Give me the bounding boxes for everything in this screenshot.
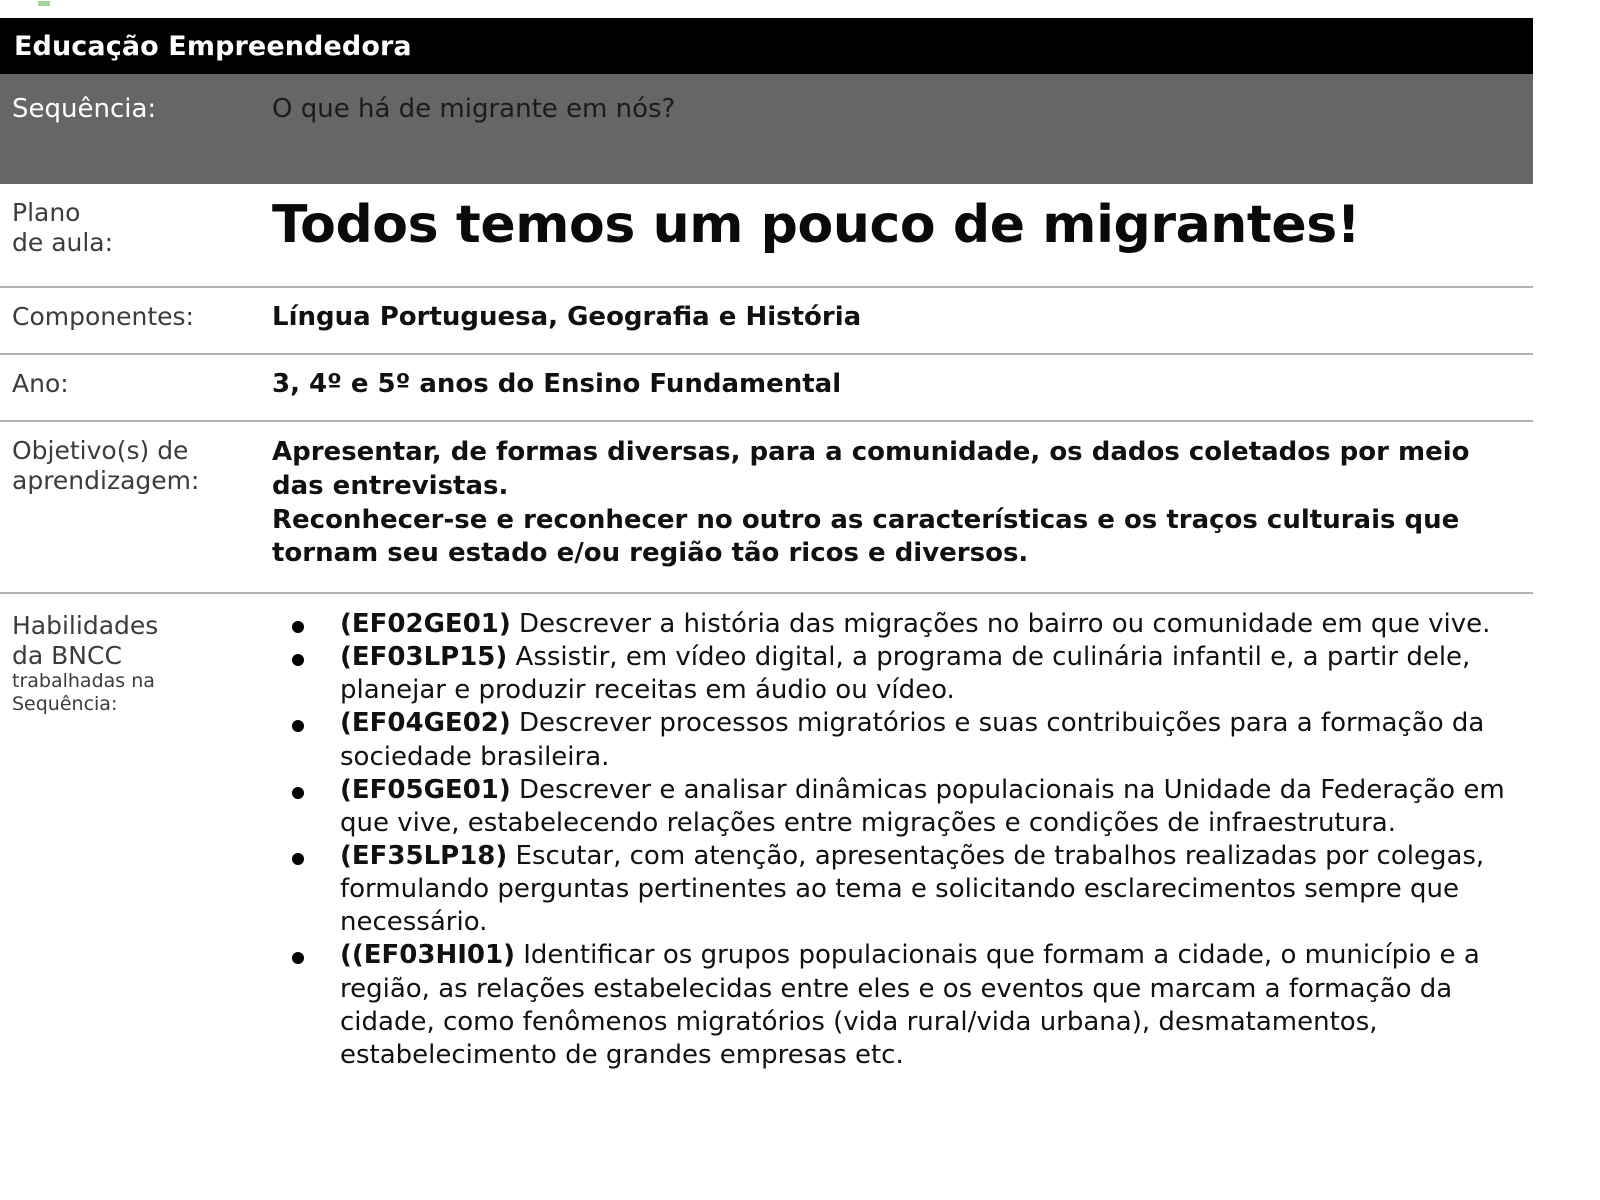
- row-ano: [0, 355, 1533, 422]
- row-objetivos-de-aprendizagem: [0, 422, 1533, 594]
- row-plano-de-aula: [0, 184, 1533, 288]
- sequence-band: [0, 74, 1533, 184]
- habilidades-label-sub2: Sequência:: [12, 692, 118, 715]
- bncc-list-item: [292, 707, 1517, 773]
- plano-value: [272, 195, 1533, 255]
- bncc-description: Descrever a história das migrações no bairro ou comunidade em que vive.: [510, 609, 1491, 639]
- bncc-code: (EF35LP18): [340, 840, 508, 871]
- bncc-code: (EF04GE02): [340, 708, 511, 739]
- habilidades-label-sub1: trabalhadas na: [12, 670, 155, 692]
- bncc-code: (EF03LP15): [340, 642, 508, 673]
- habilidades-label-line1: Habilidades: [12, 611, 159, 640]
- row-habilidades-bncc: [0, 594, 1533, 1072]
- bncc-code: ((EF03HI01): [340, 940, 515, 971]
- habilidades-label: [0, 608, 272, 716]
- plano-label-line2: de aula:: [12, 227, 114, 257]
- document-body: [0, 18, 1533, 1072]
- ano-value: 3, 4º e 5º anos do Ensino Fundamental: [272, 369, 842, 399]
- ano-label: Ano:: [12, 369, 69, 398]
- objetivos-value: [272, 436, 1533, 571]
- plano-label-line1: Plano: [12, 198, 81, 227]
- bncc-list-item: [292, 774, 1517, 840]
- habilidades-value: [272, 608, 1533, 1072]
- bncc-code: (EF05GE01): [340, 774, 511, 805]
- bncc-list-item: [292, 939, 1517, 1072]
- bncc-list-item: [292, 641, 1517, 707]
- componentes-label: Componentes:: [12, 302, 194, 331]
- objetivos-label-line2: aprendizagem:: [12, 465, 200, 495]
- sequence-label: Sequência:: [12, 94, 157, 124]
- brand-title: Educação Empreendedora: [14, 30, 412, 62]
- row-componentes: [0, 288, 1533, 355]
- habilidades-label-line2: da BNCC: [12, 640, 122, 670]
- objetivos-label-line1: Objetivo(s) de: [12, 436, 189, 465]
- page-title: Todos temos um pouco de migrantes!: [272, 195, 1361, 255]
- scan-artifact: [38, 1, 50, 6]
- bncc-description: Descrever processos migratórios e suas contribuições para a formação da sociedade brasileira.: [340, 708, 1485, 772]
- bncc-list-item: [292, 608, 1517, 641]
- bncc-description: Identificar os grupos populacionais que formam a cidade, o município e a região, as relações estabelecidas entre eles e os eventos que marcam a formação da cidade, como fenômenos migratórios (vida rural/vida urbana), desmatamentos, estabelecimento de grandes empresas etc.: [340, 940, 1480, 1070]
- bncc-description: Assistir, em vídeo digital, a programa de culinária infantil e, a partir dele, planejar e produzir receitas em áudio ou vídeo.: [340, 642, 1471, 706]
- brand-header-bar: [0, 18, 1533, 74]
- bncc-description: Escutar, com atenção, apresentações de trabalhos realizadas por colegas, formulando perguntas pertinentes ao tema e solicitando esclarecimentos sempre que necessário.: [340, 840, 1485, 938]
- componentes-value: Língua Portuguesa, Geografia e História: [272, 302, 862, 332]
- bncc-skill-list: [272, 608, 1517, 1072]
- objetivos-label: [0, 436, 272, 495]
- objetivo-paragraph: Apresentar, de formas diversas, para a comunidade, os dados coletados por meio das entrevistas.: [272, 437, 1470, 501]
- bncc-code: (EF02GE01): [340, 609, 511, 639]
- bncc-list-item: [292, 840, 1517, 939]
- bncc-description: Descrever e analisar dinâmicas populacionais na Unidade da Federação em que vive, estabelecendo relações entre migrações e condições de infraestrutura.: [340, 774, 1505, 838]
- plano-label: [0, 198, 272, 257]
- sequence-value: O que há de migrante em nós?: [272, 94, 676, 124]
- objetivo-paragraph: Reconhecer-se e reconhecer no outro as características e os traços culturais que tornam seu estado e/ou região tão ricos e diversos.: [272, 504, 1460, 569]
